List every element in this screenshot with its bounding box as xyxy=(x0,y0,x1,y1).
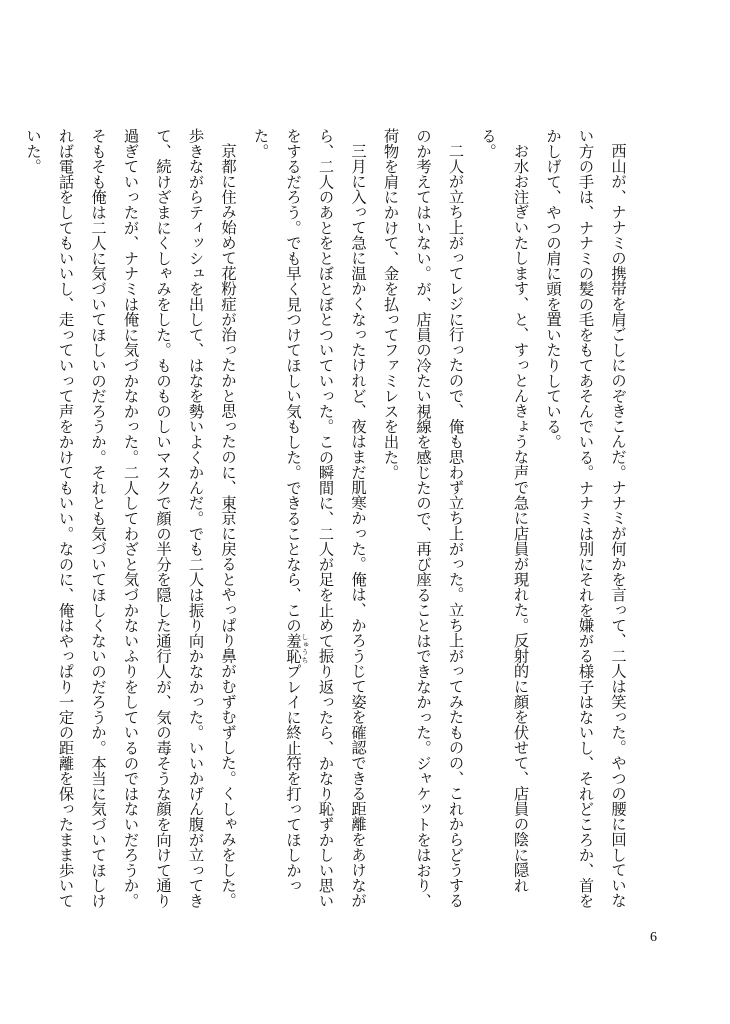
paragraph-4-text: 三月に入って急に温かくなったけれど、夜はまだ肌寒かった。俺は、かろうじて姿を確認できる距離をあけながら、二人のあとをとぼとぼとついていった。この瞬間に、二人が足を止めて振り返ったら、かなり恥ずかしい思いをするだろう。でも早く見つけてほしい気もした。できることなら、この xyxy=(284,128,367,909)
vertical-body-text xyxy=(24,128,634,920)
ruby-shuuchi xyxy=(284,632,309,664)
paragraph-4-rest: プレイに終止符を打ってほしかった。 xyxy=(251,128,302,894)
paragraph-1: 西山が、ナナミの携帯を肩ごしにのぞきこんだ。ナナミが何かを言って、二人は笑った。やつの腰に回していない方の手は、ナナミの髪の毛をもてあそんでいる。ナナミは別にそれを嫌がる様子はないし、それどころか、首をかしげて、やつの肩に頭を置いたりしている。 xyxy=(544,128,627,909)
paragraph-3: 二人が立ち上がってレジに行ったので、俺も思わず立ち上がった。立ち上がってみたものの、これからどうするのか考えてはいない。が、店員の冷たい視線を感じたので、再び座ることはできなかった。ジャケットをはおり、荷物を肩にかけて、金を払ってファミレスを出た。 xyxy=(381,128,465,909)
ruby-reading: しゅうち xyxy=(301,632,309,664)
paragraph-4 xyxy=(244,128,374,920)
ruby-base: 羞恥 xyxy=(284,632,302,664)
page-number: 6 xyxy=(650,930,657,945)
paragraph-5: 京都に住み始めて花粉症が治ったかと思ったのに、東京に戻るとやっぱり鼻がむずむずした。くしゃみをした。歩きながらティッシュを出して、はなを勢いよくかんだ。でも二人は振り向かなかった。いいかげん腹が立ってきて、続けざまにくしゃみをした。ものものしいマスクで顔の半分を隠した通行人が、気の毒そうな顔を向けて通り過ぎていったが、ナナミは俺に気づかなかった。二人してわざと気づかないふりをしているのではないだろうか。そもそも俺は二人に気づいてほしいのだろうか。それとも気づいてほしくないのだろうか。本当に気づいてほしければ電話をしてもいいし、走っていって声をかけてもいい。なのに、俺はやっぱり一定の距離を保ったまま歩いていた。 xyxy=(24,128,237,909)
paragraph-2: お水お注ぎいたします、と、すっとんきょうな声で急に店員が現れた。反射的に顔を伏せて、店員の陰に隠れる。 xyxy=(479,128,530,893)
